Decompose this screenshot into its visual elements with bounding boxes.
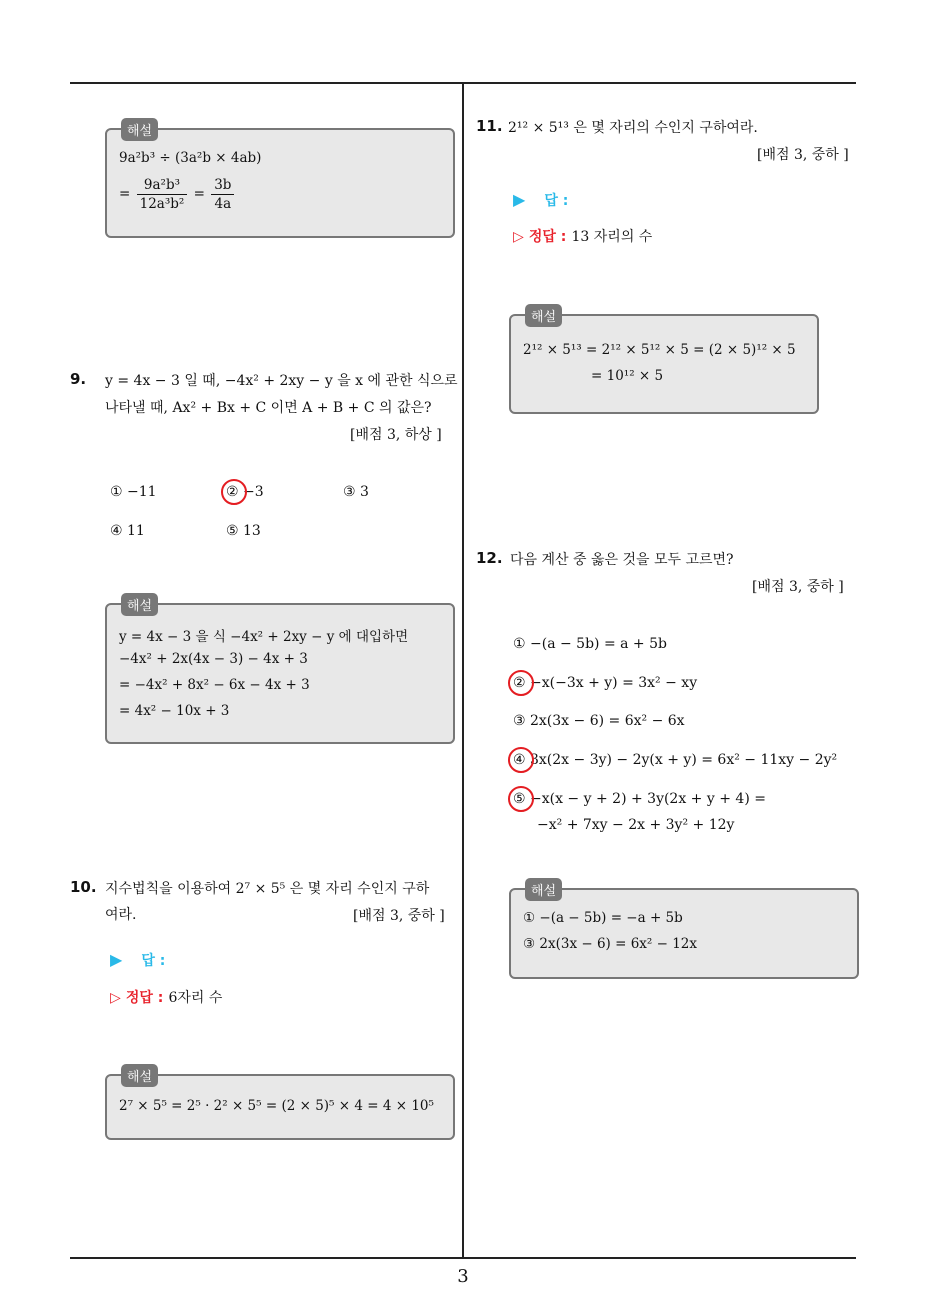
hollow-arrow-icon: ▷: [110, 990, 121, 1006]
q10-score: [배점 3, 중하 ]: [353, 908, 445, 924]
explanation-tag: 해설: [525, 304, 562, 327]
q9-question-line1: y = 4x − 3 일 때, −4x² + 2xy − y 을 x 에 관한 식으로: [105, 373, 458, 389]
q12-selected-mark-2: [508, 670, 534, 696]
q11-answer: 13 자리의 수: [571, 229, 653, 245]
q11-question-line1: 2¹² × 5¹³ 은 몇 자리의 수인지 구하여라.: [508, 120, 758, 136]
play-arrow-icon: ▶: [513, 190, 526, 209]
q8-explanation-box: [105, 124, 455, 238]
q9-selected-mark: [221, 479, 247, 505]
q11-answer-row: [513, 190, 568, 210]
q8-exp-line2: = $\frac{\text{9a²b³}}{\text{12a³b²}}$ = $\frac{3b}{4a}$: [119, 176, 236, 213]
q12-explanation-box: [509, 884, 859, 979]
q12-exp-line2: ③ 2x(3x − 6) = 6x² − 12x: [523, 936, 698, 952]
q11-explanation-box: [509, 310, 819, 414]
q10-answer-row: [110, 950, 165, 970]
fraction: $\frac{3b}{4a}$: [211, 176, 234, 213]
q11-correct-row: [513, 226, 652, 247]
page-number: 3: [457, 1266, 469, 1287]
correct-label: 정답 :: [125, 990, 164, 1006]
q9-question-line2: 나타낼 때, Ax² + Bx + C 이면 A + B + C 의 값은?: [105, 400, 432, 416]
q12-choice-3[interactable]: ③ 2x(3x − 6) = 6x² − 6x: [513, 713, 685, 729]
column-divider: [462, 84, 464, 1258]
q9-exp-line3: = −4x² + 8x² − 6x − 4x + 3: [119, 677, 310, 693]
q10-explanation-box: [105, 1070, 455, 1140]
q10-question-line1: 지수법칙을 이용하여 2⁷ × 5⁵ 은 몇 자리 수인지 구하: [105, 881, 430, 897]
q9-exp-line1: y = 4x − 3 을 식 −4x² + 2xy − y 에 대입하면: [119, 629, 409, 645]
q12-exp-line1: ① −(a − 5b) = −a + 5b: [523, 910, 683, 926]
q12-choice-4[interactable]: ④ 3x(2x − 3y) − 2y(x + y) = 6x² − 11xy − 2y²: [513, 752, 838, 768]
q12-selected-mark-4: [508, 747, 534, 773]
q12-selected-mark-5: [508, 786, 534, 812]
q10-correct-row: [110, 987, 222, 1008]
q9-choice-4[interactable]: ④ 11: [110, 523, 145, 539]
answer-label: 답 :: [544, 193, 569, 209]
q12-score: [배점 3, 중하 ]: [752, 579, 844, 595]
q9-explanation-box: [105, 599, 455, 744]
q12-choice-5-cont: −x² + 7xy − 2x + 3y² + 12y: [537, 817, 735, 833]
q11-number: 11.: [476, 117, 503, 135]
explanation-tag: 해설: [525, 878, 562, 901]
play-arrow-icon: ▶: [110, 950, 123, 969]
explanation-tag: 해설: [121, 593, 158, 616]
q12-choice-5[interactable]: ⑤ −x(x − y + 2) + 3y(2x + y + 4) =: [513, 791, 766, 807]
q11-score: [배점 3, 중하 ]: [757, 147, 849, 163]
hollow-arrow-icon: ▷: [513, 229, 524, 245]
q8-exp-line1: 9a²b³ ÷ (3a²b × 4ab): [119, 150, 262, 166]
q12-question-line1: 다음 계산 중 옳은 것을 모두 고르면?: [510, 552, 734, 568]
explanation-tag: 해설: [121, 118, 158, 141]
q12-choice-2[interactable]: ② −x(−3x + y) = 3x² − xy: [513, 675, 698, 691]
q12-number: 12.: [476, 549, 503, 567]
q10-answer: 6자리 수: [168, 990, 223, 1006]
q9-exp-line4: = 4x² − 10x + 3: [119, 703, 230, 719]
answer-label: 답 :: [141, 953, 166, 969]
q9-choice-3[interactable]: ③ 3: [343, 484, 369, 500]
q9-number: 9.: [70, 370, 87, 388]
q11-exp-line2: = 10¹² × 5: [591, 368, 664, 384]
correct-label: 정답 :: [528, 229, 567, 245]
q9-score: [배점 3, 하상 ]: [350, 427, 442, 443]
bottom-rule: [70, 1257, 856, 1259]
q10-question-line2: 여라.: [105, 907, 137, 923]
q10-exp-line1: 2⁷ × 5⁵ = 2⁵ · 2² × 5⁵ = (2 × 5)⁵ × 4 = 4 × 10⁵: [119, 1098, 434, 1114]
q12-choice-1[interactable]: ① −(a − 5b) = a + 5b: [513, 636, 667, 652]
q9-exp-line2: −4x² + 2x(4x − 3) − 4x + 3: [119, 651, 308, 667]
explanation-tag: 해설: [121, 1064, 158, 1087]
q9-choice-2[interactable]: ② −3: [226, 484, 264, 500]
q9-choice-1[interactable]: ① −11: [110, 484, 157, 500]
q10-number: 10.: [70, 878, 97, 896]
fraction: $\frac{\text{9a²b³}}{\text{12a³b²}}$: [137, 176, 188, 213]
q9-choice-5[interactable]: ⑤ 13: [226, 523, 261, 539]
q11-exp-line1: 2¹² × 5¹³ = 2¹² × 5¹² × 5 = (2 × 5)¹² × 5: [523, 342, 796, 358]
